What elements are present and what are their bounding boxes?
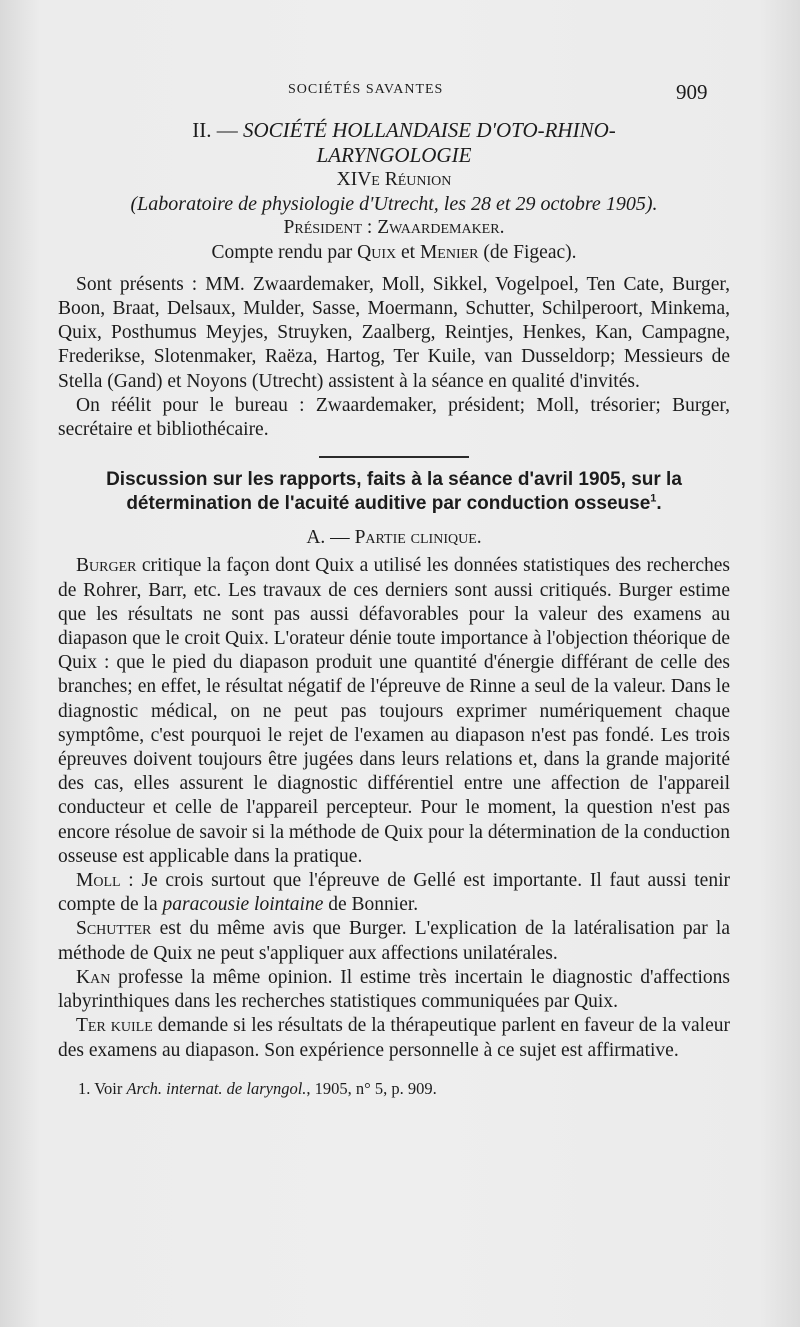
footnote-ref: 1 xyxy=(650,492,657,505)
part-title: Partie clinique. xyxy=(354,527,482,549)
president-text: Président : Zwaardemaker. xyxy=(283,217,505,239)
speaker-name: Moll xyxy=(76,870,121,892)
speaker-name: Ter kuile xyxy=(76,1015,153,1037)
page-number: 909 xyxy=(676,80,708,104)
speech-text: professe la même opinion. Il estime très incertain le diagnostic d'affections labyrinthiques dans les recherches statistiques communiquées par Quix. xyxy=(58,966,730,1013)
report-credit xyxy=(58,241,730,265)
discussion-heading: Discussion sur les rapports, faits à la séance d'avril 1905, sur la détermination de l'acuité auditive par conduction osseuse$^1$. xyxy=(106,469,682,515)
section-title-line2: LARYNGOLOGIE xyxy=(316,143,472,167)
running-title: SOCIÉTÉS SAVANTES xyxy=(288,82,444,97)
footnote-prefix: Voir xyxy=(94,1078,123,1098)
section-divider xyxy=(319,456,469,458)
speech-italic: paracousie lointaine xyxy=(162,894,324,916)
speech-kan xyxy=(58,966,730,1014)
meeting-number xyxy=(58,168,730,192)
speech-text: critique la façon dont Quix a utilisé les données statistiques des recherches de Rohrer, Barr, etc. Les travaux de ces derniers sont aussi critiqués. Burger estime que les résultats ne sont pas aussi défavorables pour la valeur des examens au diapason que le croit Quix. L'orateur dénie toute importance à l'objection théorique de Quix : que le pied du diapason produit une quantité d'énergie différant de celle des branches; en effet, le résultat négatif de l'épreuve de Rinne a seul de la valeur. Dans le diagnostic médical, on ne peut pas toujours exprimer numériquement chaque symptôme, c'est pourquoi le rejet de l'examen au diapason n'est pas fondé. Les trois épreuves doivent toujours être jugées dans leurs relations et, dans la grande majorité des cas, elles assurent le diagnostic différentiel entre une affection de l'appareil conducteur et celle de l'appareil percepteur. Pour le moment, la question n'est pas encore résolue de savoir si la méthode de Quix pour la détermination de la conduction osseuse est applicable dans la pratique. xyxy=(58,555,730,867)
running-head xyxy=(0,80,800,104)
speaker-name: Burger xyxy=(76,555,137,577)
footnote-marker: 1. xyxy=(78,1078,91,1098)
footnote-journal: Arch. internat. de laryngol. xyxy=(126,1078,307,1098)
reporter-quix: Quix xyxy=(357,241,397,263)
meeting-label: XIVe Réunion xyxy=(336,169,452,190)
section-title-line1: SOCIÉTÉ HOLLANDAISE D'OTO-RHINO- xyxy=(242,118,616,142)
meeting-location: (Laboratoire de physiologie d'Utrecht, les 28 et 29 octobre 1905). xyxy=(130,193,658,216)
speech-ter-kuile xyxy=(58,1014,730,1062)
speech-text: demande si les résultats de la thérapeutique parlent en faveur de la valeur des examens au diapason. Son expérience personnelle à ce sujet est affirmative. xyxy=(58,1015,730,1061)
election-paragraph: On réélit pour le bureau : Zwaardemaker, président; Moll, trésorier; Burger, secrétaire et bibliothécaire. xyxy=(58,394,730,441)
president-line xyxy=(58,216,730,240)
attendance-paragraph: Sont présents : MM. Zwaardemaker, Moll, Sikkel, Vogelpoel, Ten Cate, Burger, Boon, Braat, Delsaux, Mulder, Sasse, Moermann, Schutter, Schilperoort, Minkema, Quix, Posthumus Meyjes, Struyken, Zaalberg, Reintjes, Henkes, Kan, Campagne, Frederikse, Slotenmaker, Raëza, Hartog, Ter Kuile, van Dusseldorp; Messieurs de Stella (Gand) et Noyons (Utrecht) assistent à la séance en qualité d'invités. xyxy=(58,273,730,392)
speech-tail: de Bonnier. xyxy=(323,894,419,916)
part-label: A. — xyxy=(306,527,350,549)
speech-text: est du même avis que Burger. L'explication de la latéralisation par la méthode de Quix ne peut s'appliquer aux affections unilatérales. xyxy=(58,918,730,964)
discussion-title: Discussion sur les rapports, faits à la séance d'avril 1905, sur la détermination de l'acuité auditive par conduction osseuse xyxy=(106,469,682,515)
page-content xyxy=(58,118,730,1101)
speech-moll xyxy=(58,869,730,917)
speech-burger xyxy=(58,554,730,869)
report-suffix: (de Figeac). xyxy=(483,241,577,263)
footnote xyxy=(58,1077,730,1101)
speech-text: : Je crois surtout que l'épreuve de Gellé est importante. Il faut aussi tenir compte de la xyxy=(58,870,730,916)
report-and: et xyxy=(401,241,416,263)
speech-schutter xyxy=(58,917,730,965)
part-heading xyxy=(58,526,730,550)
footnote-suffix: , 1905, n° 5, p. 909. xyxy=(306,1078,437,1098)
speaker-name: Kan xyxy=(76,966,111,988)
section-number: II. — xyxy=(192,118,238,142)
speaker-name: Schutter xyxy=(76,918,152,940)
reporter-menier: Menier xyxy=(419,241,479,263)
report-prefix: Compte rendu par xyxy=(211,241,353,263)
section-title xyxy=(58,118,730,143)
